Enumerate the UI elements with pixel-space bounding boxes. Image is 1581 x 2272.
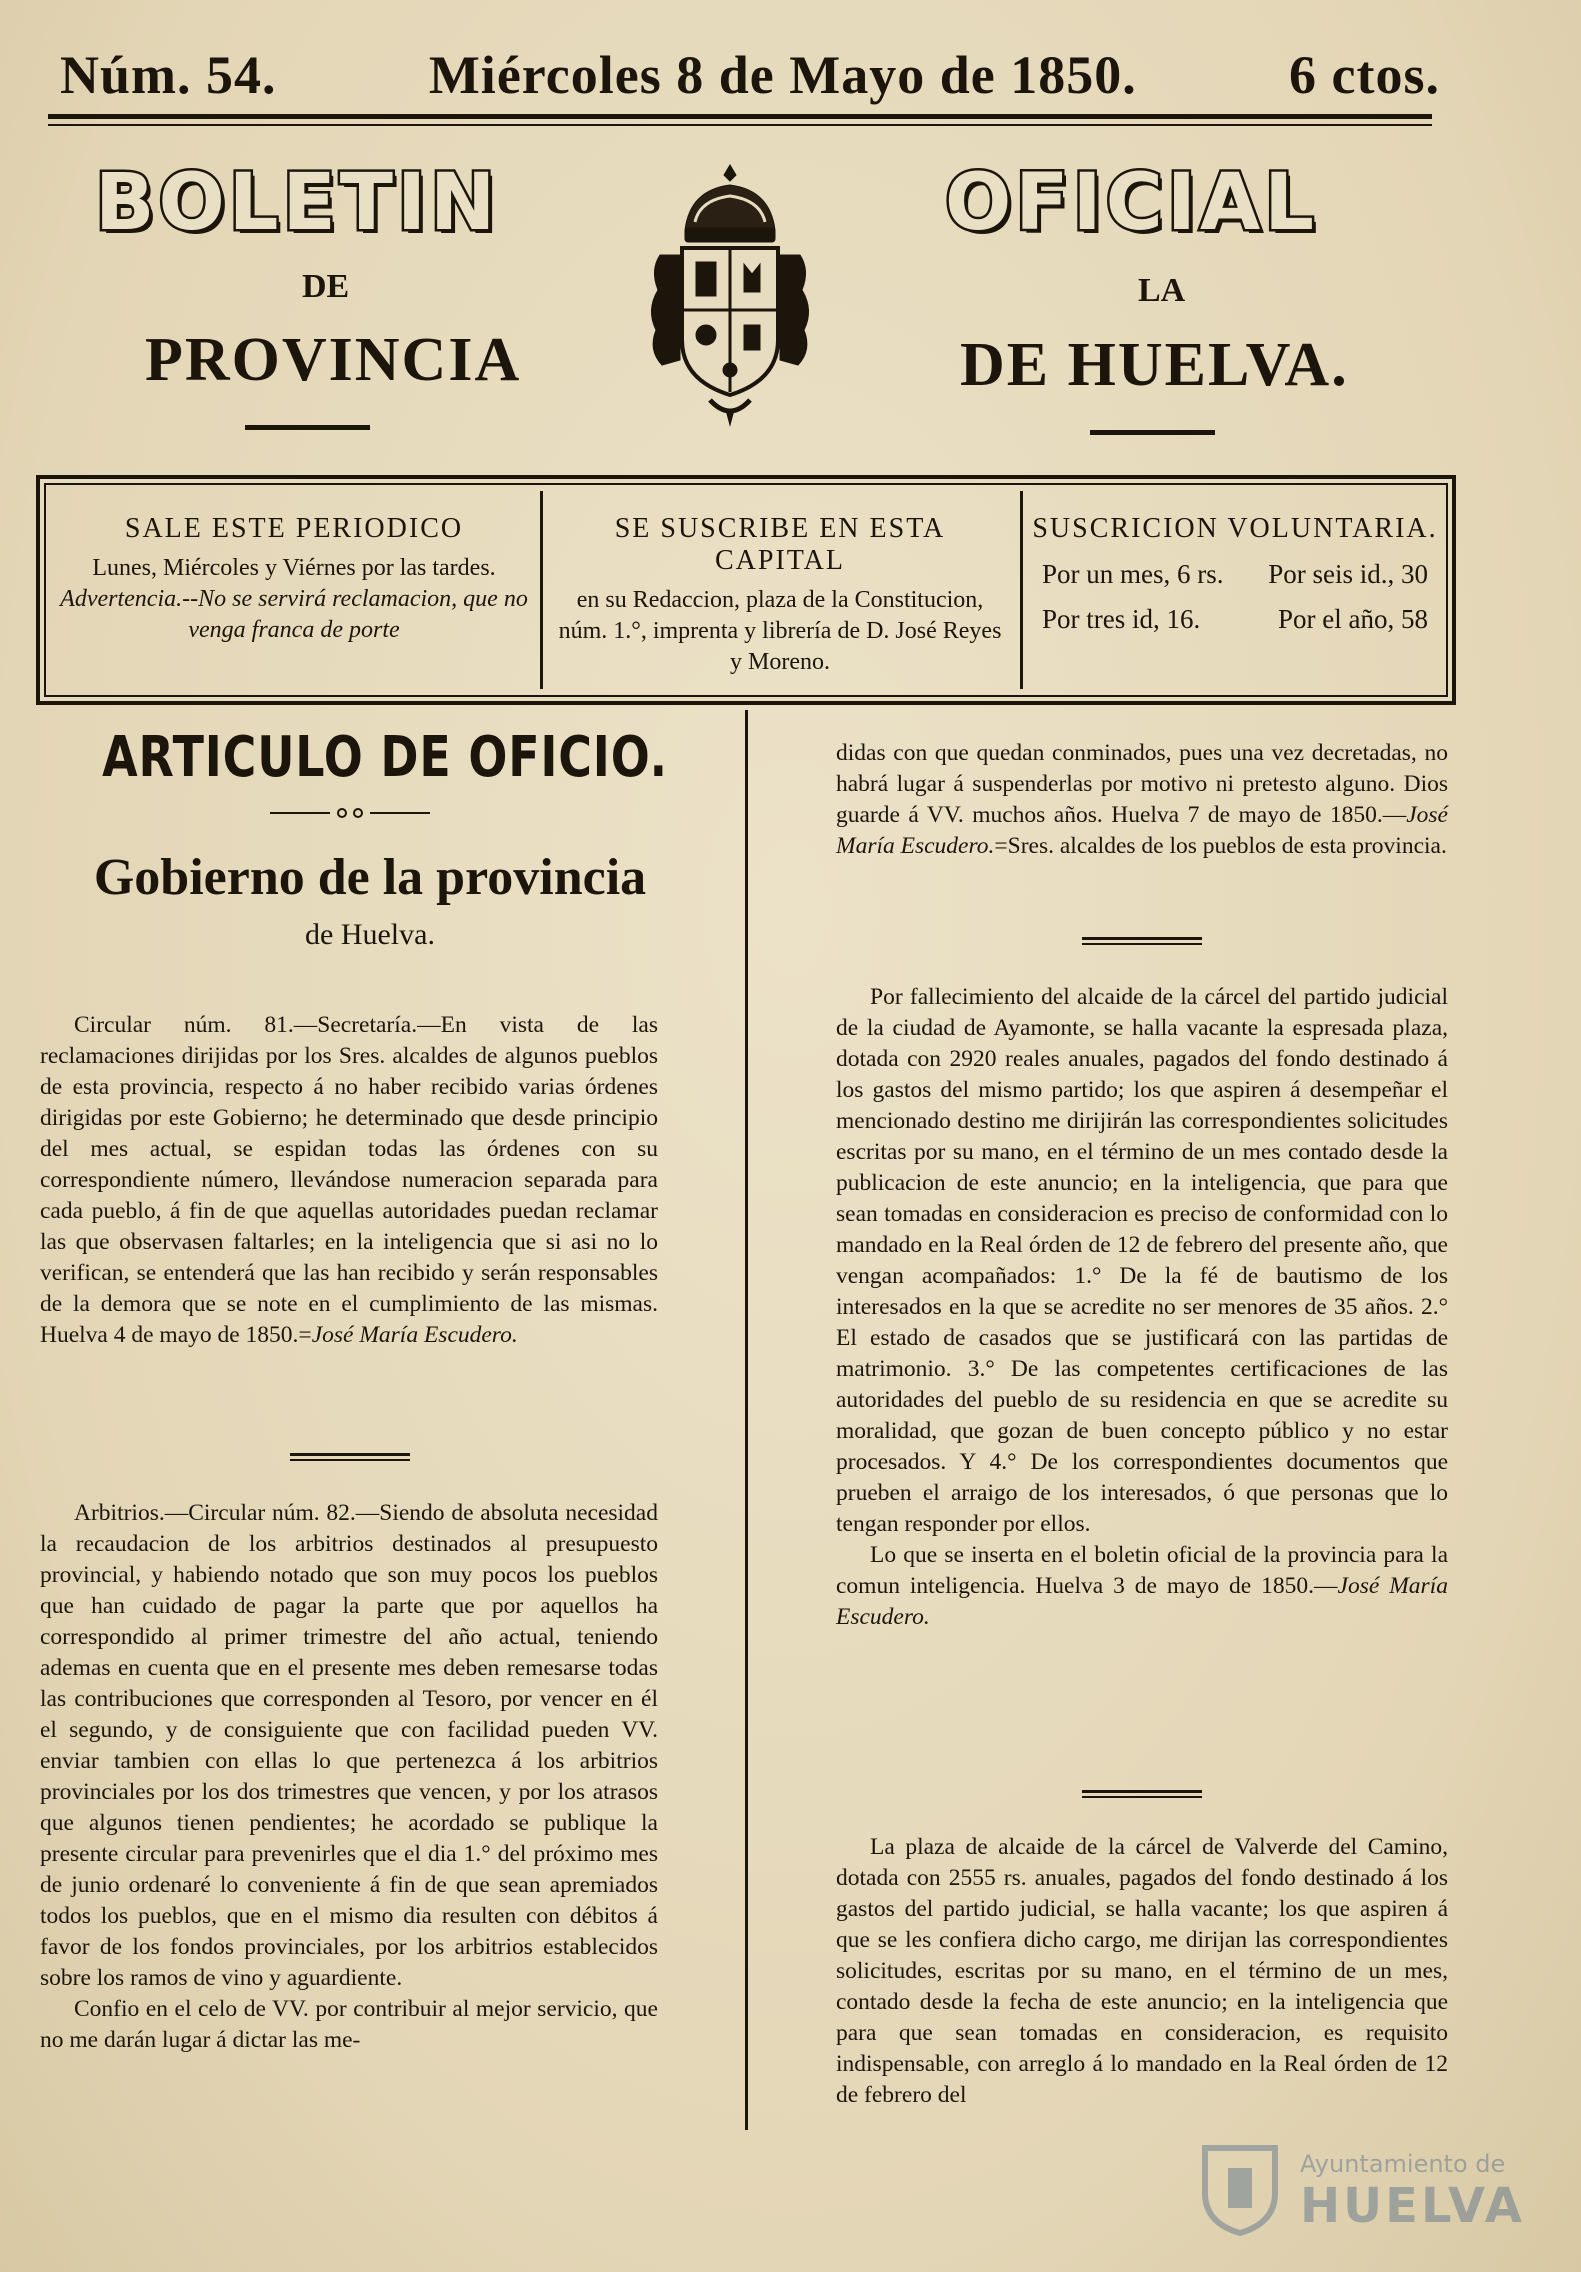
archive-watermark [1180,2130,1525,2240]
section-separator [290,1453,410,1463]
signature: José María Escudero. [311,1322,518,1348]
column-divider [745,710,748,2130]
issue-date: Miércoles 8 de Mayo de 1850. [428,45,1137,105]
paragraph [836,1540,1448,1633]
price-cell: Por un mes, 6 rs. [1042,559,1224,589]
paragraph: Confio en el celo de VV. por contribuir al mejor servicio, que no me darán lugar á dictar las me- [40,1996,658,2053]
info-publication-schedule [54,493,534,687]
section-separator [1082,1790,1202,1800]
city-shield-icon [1190,2138,1290,2238]
price-cell: Por tres id, 16. [1042,604,1201,634]
info-subscribe-text: en su Redaccion, plaza de la Constitucion, núm. 1.°, imprenta y librería de D. José Reyes y Moreno. [558,587,1002,675]
info-schedule-heading: SALE ESTE PERIODICO [124,513,464,544]
paragraph: La plaza de alcaide de la cárcel de Valverde del Camino, dotada con 2555 rs. anuales, pagados del fondo destinado á los gastos del partido judicial, se halla vacante; los que aspiren á que se les confiera dicho cargo, me dirijan las correspondientes solicitudes, escritas por su mano, en el término de un mes, contado desde la fecha de este anuncio; en la inteligencia que para que sean tomadas en consideracion, es requisito indispensable, con arreglo á lo mandado en la Real órden de 12 de febrero del [836,1834,1448,2108]
masthead-rule [48,114,1432,119]
royal-crest-icon [640,160,820,430]
signature: José María Escudero. [836,802,1448,859]
title-underline-right [1090,430,1215,435]
info-schedule-note: Advertencia.--No se servirá reclamacion, que no venga franca de porte [60,586,528,643]
price-row [1030,604,1440,635]
title-boletin: BOLETIN [95,158,500,248]
subscription-info-box [36,475,1456,705]
title-oficial: OFICIAL [945,158,1318,248]
title-de: DE [302,268,350,305]
paragraph-text: Circular núm. 81.—Secretaría.—En vista de las reclamaciones dirijidas por los Sres. alcaldes de algunos pueblos de esta provincia, respecto á no haber recibido varias órdenes dirigidas por este Gobierno; he determinado que desde principio del mes actual, se espidan todas las órdenes con su correspondiente número, llevándose numeracion separada para cada pueblo, á fin de que aquellas autoridades puedan reclamar las que observasen faltarles; en la inteligencia que si asi no lo verifican, se entenderá que las han recibido y serán responsables de la demora que se note en el cumplimiento de las mismas. Huelva 4 de mayo de 1850.= [40,1012,658,1348]
info-subscribe-heading: SE SUSCRIBE EN ESTA CAPITAL [614,513,946,576]
flourish-icon [270,805,430,821]
paragraph-tail: =Sres. alcaldes de los pueblos de esta provincia. [994,833,1447,859]
watermark-line1: Ayuntamiento de [1300,2150,1506,2178]
info-divider [540,491,543,689]
right-column-valverde-notice [836,1832,1448,2111]
info-prices-heading: SUSCRICION VOLUNTARIA. [1032,513,1438,544]
section-subheading: de Huelva. [305,918,435,951]
right-column-ayamonte-notice [836,982,1448,1633]
right-column-continuation [836,738,1448,862]
title-de-huelva: DE HUELVA. [960,331,1349,399]
price-cell: Por el año, 58 [1278,604,1428,634]
paragraph: Por fallecimiento del alcaide de la cárcel del partido judicial de la ciudad de Ayamonte, se halla vacante la espresada plaza, dotada con 2920 reales anuales, pagados del fondo destinado á los gastos del mismo partido; los que aspiren á desempeñar el mencionado destino me dirijirán las correspondientes solicitudes escritas por su mano, en el término de un mes contado desde la publicacion de este anuncio; en la inteligencia, que para que sean tomadas en consideracion es preciso de conformidad con lo mandado en la Real órden de 12 de febrero del presente año, que vengan acompañados: 1.° De la fé de bautismo de los interesados en la que se acredite no ser menores de 35 años. 2.° El estado de casados que se justificará con las partidas de matrimonio. 3.° De las competentes certificaciones de las autoridades del pueblo de su residencia en que se acredite su moralidad, que gozan de buen concepto público y no estar procesados. Y 4.° De los correspondientes documentos que prueben el arraigo de los interesados, ó que personas que lo tengan responder por ellos. [836,984,1448,1537]
price-row [1030,559,1440,590]
watermark-line2: HUELVA [1300,2178,1525,2234]
issue-number: Núm. 54. [60,45,277,105]
section-heading: Gobierno de la provincia [93,849,647,906]
issue-price: 6 ctos. [1289,45,1440,105]
title-provincia: PROVINCIA [145,326,522,394]
article-heading: ARTICULO DE OFICIO. [102,725,668,790]
masthead-rule-thin [48,124,1432,126]
info-subscribe-location [550,493,1010,687]
paragraph [836,738,1448,862]
info-schedule-text: Lunes, Miércoles y Viérnes por las tardes. [92,555,496,581]
info-subscription-prices [1030,493,1440,687]
signature: José María Escudero. [836,1573,1448,1630]
title-underline-left [245,425,370,430]
section-separator [1082,937,1202,947]
title-la: LA [1138,272,1186,309]
paragraph-text: didas con que quedan conminados, pues una vez decretadas, no habrá lugar á suspenderlas por motivo ni pretesto alguno. Dios guarde á VV. muchos años. Huelva 7 de mayo de 1850.— [836,740,1448,828]
left-column-circular-82 [40,1498,658,2056]
info-divider [1020,491,1023,689]
paragraph-text: Lo que se inserta en el boletin oficial de la provincia para la comun inteligencia. Huelva 3 de mayo de 1850.— [836,1542,1448,1599]
paragraph: Arbitrios.—Circular núm. 82.—Siendo de absoluta necesidad la recaudacion de los arbitrios destinados al presupuesto provincial, y habiendo notado que son muy pocos los pueblos que han cuidado de pagar la parte que por aquellos ha correspondido al primer trimestre del año actual, teniendo ademas en cuenta que en el presente mes deben remesarse todas las contribuciones que corresponden al Tesoro, por vencer en él el segundo, y de consiguiente que con facilidad pueden VV. enviar tambien con ellas lo que pertenezca á los arbitrios provinciales por los dos trimestres que vencen, y por los atrasos que algunos tienen pendientes; he acordado se publique la presente circular para prevenirles que el dia 1.° del próximo mes de junio ordenaré lo conveniente á fin de que sean apremiados todos los pueblos, que en el mismo dia resulten con débitos á favor de los fondos provinciales, por los arbitrios establecidos sobre los ramos de vino y aguardiente. [40,1500,658,1991]
paragraph [40,1010,658,1351]
left-column-circular-81 [40,1010,658,1351]
price-cell: Por seis id., 30 [1268,559,1428,589]
masthead-line [60,40,1440,110]
